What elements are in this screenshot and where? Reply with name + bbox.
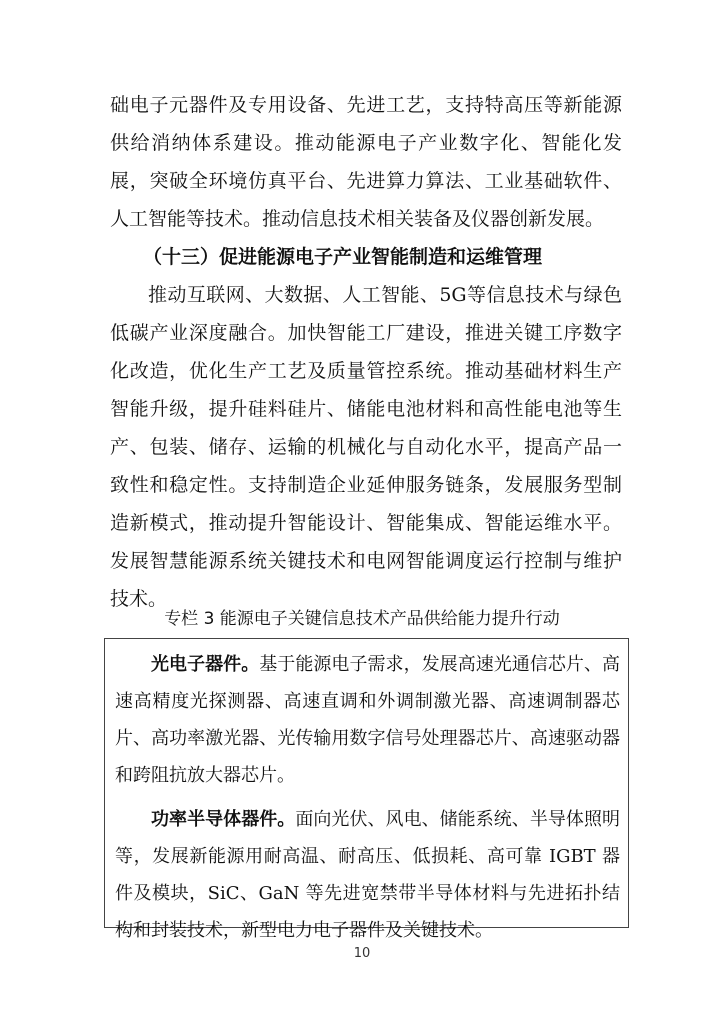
page-number: 10 [353, 946, 371, 961]
body-paragraph-2: 推动互联网、大数据、人工智能、5G等信息技术与绿色低碳产业深度融合。加快智能工厂建设，推进关键工序数字化改造，优化生产工艺及质量管控系统。推动基础材料生产智能升级，提升硅料硅片、储能电池材料和高性能电池等生产、包装、储存、运输的机械化与自动化水平，提高产品一致性和稳定性。支持制造企业延伸服务链条，发展服务型制造新模式，推动提升智能设计、智能集成、智能运维水平。发展智慧能源系统关键技术和电网智能调度运行控制与维护技术。 [110, 284, 622, 610]
info-box [104, 638, 629, 941]
box-item-optoelectronic [105, 646, 628, 794]
box-item-text: 基于能源电子需求，发展高速光通信芯片、高速高精度光探测器、高速直调和外调制激光器、高速调制器芯片、高功率激光器、光传输用数字信号处理器芯片、高速驱动器和跨阻抗放大器芯片。 [115, 654, 621, 786]
box-title: 专栏 3 能源电子关键信息技术产品供给能力提升行动 [164, 609, 560, 629]
box-item-label: 功率半导体器件。 [151, 809, 296, 830]
body-paragraph-1: 础电子元器件及专用设备、先进工艺，支持特高压等新能源供给消纳体系建设。推动能源电子产业数字化、智能化发展，突破全环境仿真平台、先进算力算法、工业基础软件、人工智能等技术。推动信息技术相关装备及仪器创新发展。 [110, 94, 622, 230]
box-item-power-semiconductor [105, 801, 628, 949]
box-item-label: 光电子器件。 [151, 654, 260, 675]
section-heading: （十三）促进能源电子产业智能制造和运维管理 [143, 246, 543, 268]
box-item-text: 面向光伏、风电、储能系统、半导体照明等，发展新能源用耐高温、耐高压、低损耗、高可靠 IGBT 器件及模块，SiC、GaN 等先进宽禁带半导体材料与先进拓扑结构和封装技术，新型电力电子器件及关键技术。 [115, 809, 621, 941]
